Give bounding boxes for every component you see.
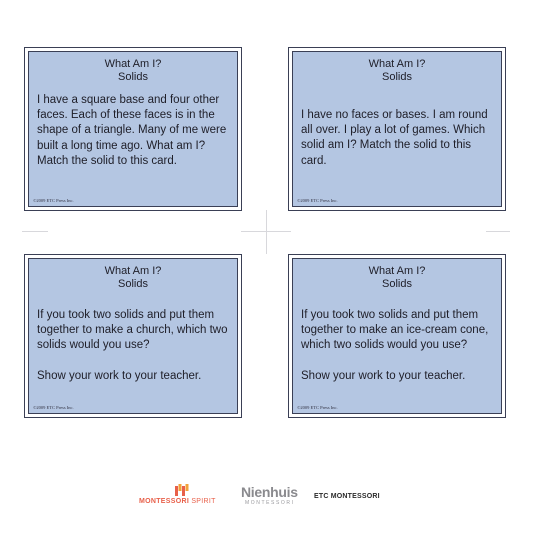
card-title: What Am I? — [368, 58, 426, 70]
copyright-notice: ©2009 ETC Press Inc. — [297, 405, 338, 410]
card-subtitle: Solids — [382, 278, 412, 290]
question-card-sphere — [288, 47, 506, 211]
card-panel — [292, 51, 502, 207]
card-panel — [28, 258, 238, 414]
copyright-notice: ©2009 ETC Press Inc. — [297, 198, 338, 203]
card-title: What Am I? — [368, 265, 426, 277]
card-subtitle: Solids — [118, 278, 148, 290]
cut-line-right — [486, 231, 510, 232]
question-card-pyramid — [24, 47, 242, 211]
card-subtitle: Solids — [382, 71, 412, 83]
card-title: What Am I? — [104, 265, 162, 277]
card-subtitle: Solids — [118, 71, 148, 83]
card-title: What Am I? — [104, 58, 162, 70]
montessori-spirit-wordmark — [139, 498, 216, 505]
card-panel — [28, 51, 238, 207]
footer-logos — [0, 476, 533, 516]
card-body — [301, 308, 495, 384]
nienhuis-name: Nienhuis — [241, 484, 298, 500]
card-panel — [292, 258, 502, 414]
card-body — [37, 308, 231, 384]
nienhuis-subtitle: MONTESSORI — [245, 500, 295, 506]
question-card-church — [24, 254, 242, 418]
copyright-notice: ©2009 ETC Press Inc. — [33, 198, 74, 203]
cut-line-left — [22, 231, 48, 232]
card-body — [301, 108, 495, 169]
card-instruction-text: Show your work to your teacher. — [37, 369, 202, 382]
etc-montessori-logo: ETC MONTESSORI — [314, 493, 380, 500]
card-question-text: If you took two solids and put them together to make a church, which two solids would you use? — [37, 309, 228, 352]
question-card-ice-cream-cone — [288, 254, 506, 418]
card-question-text: I have no faces or bases. I am round all over. I play a lot of games. Which solid am I? Match the solid to this card. — [301, 109, 488, 167]
card-instruction-text: Show your work to your teacher. — [301, 369, 466, 382]
copyright-notice: ©2009 ETC Press Inc. — [33, 405, 74, 410]
card-question-text: If you took two solids and put them together to make an ice-cream cone, which two solids would you use? — [301, 309, 489, 352]
card-question-text: I have a square base and four other faces. Each of these faces is in the shape of a triangle. Many of me were built a long time ago. What am I? Match the solid to this card. — [37, 94, 227, 167]
cut-line-center-vertical — [266, 210, 267, 254]
montessori-spirit-brand: MONTESSORI — [139, 498, 190, 505]
montessori-spirit-mark-icon — [175, 484, 189, 496]
card-body — [37, 93, 231, 169]
montessori-spirit-suffix: SPIRIT — [191, 498, 216, 505]
